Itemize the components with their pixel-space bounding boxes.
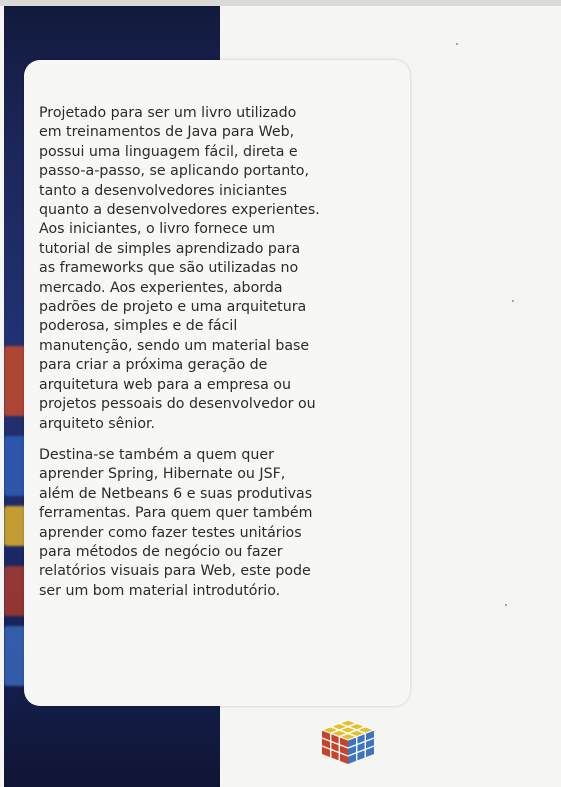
description-paragraph-2 <box>39 446 389 601</box>
text-line: tanto a desenvolvedores iniciantes <box>39 182 288 199</box>
text-line: além de Netbeans 6 e suas produtivas <box>39 485 313 502</box>
cube-logo-svg <box>318 718 378 766</box>
text-line: manutenção, sendo um material base <box>39 337 310 354</box>
text-line: quanto a desenvolvedores experientes. <box>39 202 320 219</box>
paper-speck <box>512 300 514 302</box>
text-line: possui uma linguagem fácil, direta e <box>39 143 298 160</box>
text-line: aprender Spring, Hibernate ou JSF, <box>39 466 286 483</box>
text-line: passo-a-passo, se aplicando portanto, <box>39 163 309 180</box>
text-line: padrões de projeto e uma arquitetura <box>39 299 307 316</box>
text-line: as frameworks que são utilizadas no <box>39 260 299 277</box>
paper-speck <box>456 43 458 45</box>
text-line: projetos pessoais do desenvolvedor ou <box>39 396 316 413</box>
text-line: tutorial de simples aprendizado para <box>39 240 301 257</box>
text-line: para métodos de negócio ou fazer <box>39 543 283 560</box>
text-line: arquiteto sênior. <box>39 415 156 432</box>
text-line: poderosa, simples e de fácil <box>39 318 238 335</box>
paper-speck <box>505 604 507 606</box>
publisher-cube-logo-icon <box>318 718 378 766</box>
text-line: ferramentas. Para quem quer também <box>39 505 313 522</box>
description-paragraph-1 <box>39 104 389 434</box>
text-line: Projetado para ser um livro utilizado <box>39 105 297 121</box>
text-line: para criar a próxima geração de <box>39 357 268 374</box>
text-line: aprender como fazer testes unitários <box>39 524 302 541</box>
text-line: arquitetura web para a empresa ou <box>39 376 291 393</box>
text-line: Aos iniciantes, o livro fornece um <box>39 221 276 238</box>
text-line: ser um bom material introdutório. <box>39 582 281 599</box>
text-line: Destina-se também a quem quer <box>39 446 274 463</box>
book-description <box>39 104 389 601</box>
text-line: relatórios visuais para Web, este pode <box>39 563 311 580</box>
text-line: mercado. Aos experientes, aborda <box>39 279 283 296</box>
text-line: em treinamentos de Java para Web, <box>39 124 295 141</box>
